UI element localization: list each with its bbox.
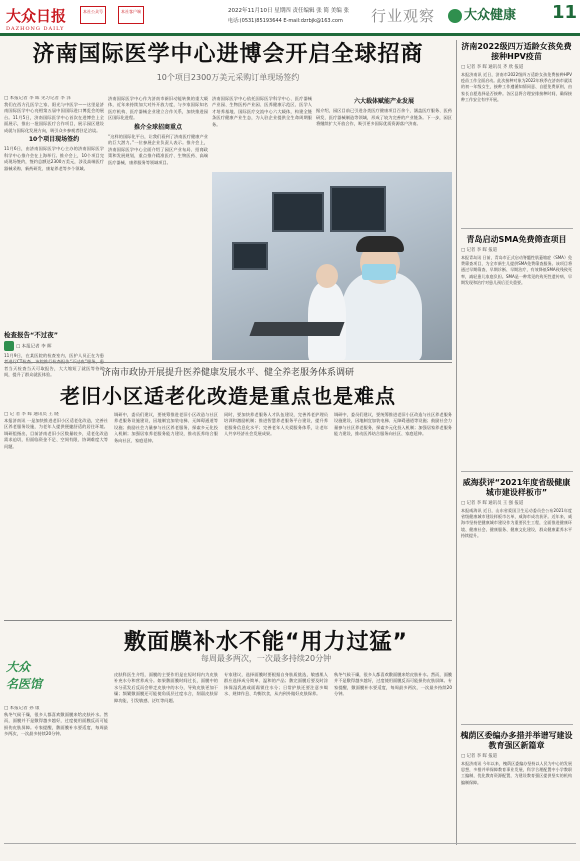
story-2-para-c: 同时，要加快养老服务人才队伍建设，完善养老护理员培训和激励机制；推进智慧养老服务平台建设，提升养老服务信息化水平；完善老年人关爱服务体系，让老年人共享经济社会发展成果。 (224, 412, 328, 437)
story-3-para-b-cont: 秋冬气候干燥，很多人都喜欢敷面膜来给皮肤补水。然而，面膜并不是敷得越多越好，过度使用面膜反而可能损伤皮肤屏障。专家提醒，敷面膜补水要适度，每周最多两次，一次最多持续20分钟。 (334, 672, 452, 697)
story-2-headline[interactable]: 老旧小区适老化改造是重点也是难点 (60, 384, 396, 408)
photo-note-byline (4, 341, 104, 351)
story-1-byline: □ 本报记者 李 晖 见习记者 李 泽 (4, 96, 71, 101)
qr-box-official-label: 本社公众号 (83, 9, 103, 14)
photo-note-title-text: 检查报告“不过夜” (4, 331, 59, 339)
story-3-para-b: 皮肤科医生介绍，面膜的主要作用是在短时间内为皮肤补充水分和营养成分。如果敷面膜时间过长，面膜中的水分蒸发后反而会带走皮肤中的水分，导致皮肤更加干燥；频繁敷面膜还可能使角质层过度水合，削弱皮肤屏障功能，引发敏感、泛红等问题。 (114, 672, 218, 703)
sidebar-item-3-text: 本报威海讯 近日，山东省爱国卫生运动委员会公布2021年度省级健康城市建设样板市名单，威海市成功获评。近年来，威海市坚持把健康城市建设作为重要民生工程，全面推进健康环境、健康社会、健康服务、健康文化建设，群众健康素养水平持续提升。 (461, 508, 572, 538)
story-1-subhead-c: 六大载体赋能产业发展 (353, 98, 414, 105)
sidebar-divider-3 (461, 724, 573, 725)
divider-2 (4, 620, 452, 621)
nurse-face (316, 264, 338, 288)
story-1-col-2 (108, 96, 208, 356)
sidebar-item-1-text: 本报济南讯 近日，济南市2022级四万适龄女孩免费接种HPV疫苗工作全面启动。此次接种对象为2022年秋季在济南市就读的初一年级女生，接种工作遵循知情同意、自愿免费原则，由家长自愿选择是否接种。各区县将合理安排接种时间，确保接种工作安全有序开展。 (461, 72, 572, 102)
section-name: 行业观察 (371, 7, 436, 25)
story-2-byline: □ 记 者 李 晖 通讯员 王 晓 (4, 412, 59, 417)
story-1-subhead-a: 10个项目现场签约 (28, 136, 80, 144)
sidebar-divider-2 (461, 471, 573, 472)
story-1-col-3 (212, 96, 312, 170)
qr-box-official[interactable] (80, 6, 106, 24)
story-3-col-2 (114, 672, 218, 840)
sidebar-item-2-byline: □ 记者 李 晖 报道 (461, 248, 498, 253)
nurse-figure (308, 282, 346, 360)
qr-box-app[interactable] (118, 6, 144, 24)
paper-logo[interactable] (6, 5, 66, 32)
sidebar-divider-1 (461, 228, 573, 229)
story-3-col-1 (4, 706, 108, 840)
sidebar-item-4-byline: □ 记者 李 晖 报道 (461, 754, 498, 759)
story-2-para-b: 调研中，委员们建议，要统筹推进老旧小区改造与社区养老服务设施建设，因地制宜加装电梯、无障碍通道等设施；鼓励社会力量参与社区养老服务，探索多元化投入机制；加强居家养老服务能力建设，推动医养结合服务向社区、家庭延伸。 (114, 412, 218, 443)
story-1-para-a: 我们在西方孔医学之家、阳光与中医学——这里是济南国际医学中心亮相第五届中国国际进口博览会的展台。11月5日，济南国际医学中心首次在进博会上全面展示，推出一批国际医疗合作项目，展示园区建设成就与国际化发展方向，吸引众多参观者驻足洽谈。 (4, 102, 104, 133)
sidebar-item-1-byline: □ 记者 李 晖 通讯员 齐 欣 报道 (461, 65, 524, 70)
story-2-col-1 (4, 412, 108, 617)
face-mask (362, 264, 396, 280)
story-1-col-1 (4, 96, 104, 328)
story-1-photo[interactable] (212, 172, 452, 360)
doctor-figure (342, 272, 422, 360)
photo-note-byline-text: □ 本报记者 李 晖 (16, 344, 52, 350)
story-1-para-d: “这样的国际化平台，让我们看到了济南医疗健康产业的巨大潜力。”一位参展企业负责人表示。推介会上，济南国际医学中心全面介绍了园区产业布局、招商政策和发展规划，重点推介精准医疗、生物医药、高端医疗器械、康养服务等领域项目。 (108, 134, 208, 165)
sidebar-item-2-text: 本报青岛讯 日前，青岛市正式启动脊髓性肌萎缩症（SMA）免费筛查项目，为全市新生儿提供SMA免费筛查服务。该项目将通过早期筛查、早期诊断、早期治疗，有效降低SMA致残致死率，减轻患儿家庭负担。SMA是一种常见的致死性遗传病，早期发现和治疗对患儿预后至关重要。 (461, 255, 572, 285)
story-2-col-4 (334, 412, 452, 617)
brand (448, 4, 516, 23)
sidebar-item-3-byline: □ 记者 李 晖 通讯员 王 强 报道 (461, 501, 524, 506)
clinic-logo[interactable] (6, 658, 70, 702)
story-2-kicker: 济南市政协开展提升医养健康发展水平、健全养老服务体系调研 (101, 368, 354, 378)
story-2-col-3 (224, 412, 328, 617)
camera-icon (4, 341, 14, 351)
sidebar-item-4-headline[interactable]: 槐荫区委编办多措并举谱写建设教育强区新篇章 (460, 731, 573, 750)
sidebar-item-4-text: 本报济南讯 今年以来，槐荫区委编办坚持以人民为中心的发展思想，多措并举保障教育事业发展，科学合理配置中小学教职工编制，优化教育资源配置，为建设教育强区提供坚实的机构编制保障。 (461, 761, 572, 785)
clinic-logo-a: 大众 (6, 660, 31, 674)
divider-1 (4, 362, 452, 363)
story-1-subhead-b: 推介全球招商重点 (133, 123, 182, 131)
issue-date: 2022年11月10日 星期四 责任编辑 张 简 美编 张 (228, 8, 349, 14)
footer-rule (4, 843, 576, 844)
story-1-para-c: 济南国际医学中心作为济南市新旧动能转换的重大载体，近年来持续加大对外开放力度，与多家国际知名医疗机构、医疗器械企业建立合作关系，加快推进园区国际化进程。 (108, 96, 208, 121)
story-3-byline: □ 本报记者 孙 康 (4, 706, 40, 711)
qr-box-app-label: 本社客户端 (121, 9, 141, 14)
sidebar (456, 40, 576, 845)
story-3-headline[interactable]: 敷面膜补水不能“用力过猛” (124, 630, 408, 655)
story-3-col-4 (334, 672, 452, 840)
brand-label: 大众健康 (464, 8, 517, 23)
contact-line: 电话:(0531)85193644 E-mail:dzrbjk@163.com (228, 18, 343, 24)
monitor-right (330, 186, 386, 232)
story-2-para-a: 本报济南讯 一是加快推进老旧小区适老化改造，完善社区养老服务设施，为老年人提供便捷舒适的居住环境。调研组指出，目前济南老旧小区数量较多，适老化改造需求迫切，但面临资金不足、空间有限、协调难度大等问题。 (4, 418, 108, 449)
story-3-para-a: 秋冬气候干燥，很多人都喜欢敷面膜来给皮肤补水。然而，面膜并不是敷得越多越好，过度使用面膜反而可能损伤皮肤屏障。专家提醒，敷面膜补水要适度，每周最多两次，一次最多持续20分钟。 (4, 712, 108, 737)
story-2-col-2 (114, 412, 218, 617)
masthead (0, 0, 580, 36)
story-1-para-b: 11月6日，由济南国际医学中心主办的济南国际医学科学中心推介会在上海举行。推介会上，10个项目完成现场签约，签约总额达2300万美元，涉及高端医疗器械采购、新药研发、康复养老等多个领域。 (4, 146, 104, 171)
story-3-subtitle: 每周最多两次，一次最多持续20分钟 (200, 654, 332, 663)
story-3-col-3 (224, 672, 328, 840)
paper-name: 大众日报 (6, 7, 67, 25)
story-1-para-f: 据介绍，园区目前已引进各类医疗健康项目百余个，涵盖医疗服务、医药研发、医疗器械制造等领域，形成了较为完善的产业链条。下一步，园区将继续扩大开放合作，吸引更多国际优质资源落户济南。 (316, 108, 452, 127)
story-1-headline[interactable]: 济南国际医学中心进博会开启全球招商 (32, 42, 424, 67)
sidebar-item-2-headline[interactable]: 青岛启动SMA免费筛查项目 (466, 235, 567, 244)
photo-note-text: 11月9日，在某医院的检查室内，医护人员正在为患 者当天检查当天可取报告，大大缩短了就医等待时间，提升了群众就医体验。 (4, 353, 104, 378)
page-number: 11 (552, 2, 574, 28)
story-1-subtitle: 10个项目2300万美元采购订单现场签约 (156, 73, 300, 82)
sidebar-item-1-headline[interactable]: 济南2022级四万适龄女孩免费接种HPV疫苗 (461, 42, 572, 61)
monitor-small (232, 242, 268, 270)
photo-note-title (4, 330, 104, 339)
story-1 (4, 40, 452, 83)
monitor-left (272, 192, 324, 232)
story-1-col-4 (316, 96, 452, 170)
keyboard (249, 322, 344, 336)
clinic-logo-b: 名医馆 (6, 677, 43, 691)
sidebar-item-3-headline[interactable]: 威海获评“2021年度省级健康城市建设样板市” (462, 478, 571, 497)
doctor-hair (356, 236, 404, 252)
paper-sub: DAZHONG DAILY (6, 26, 65, 32)
story-3-para-c: 专家建议，选择面膜时要根据自身肤质挑选，敏感肌人群应选择成分简单、温和的产品；敷完面膜后要及时涂抹保湿乳液或面霜锁住水分；日常护肤还要注意多喝水、规律作息、均衡饮食，从内到外做好皮肤保养。 (224, 672, 328, 697)
story-2-para-a-cont: 调研中，委员们建议，要统筹推进老旧小区改造与社区养老服务设施建设，因地制宜加装电梯、无障碍通道等设施；鼓励社会力量参与社区养老服务，探索多元化投入机制；加强居家养老服务能力建设，推动医养结合服务向社区、家庭延伸。 (334, 412, 452, 437)
leaf-icon (448, 9, 462, 23)
story-1-para-e: 济南国际医学中心依托国际医学科学中心、医疗器械产业园、生物医药产业园、医养健康示范区、医学人才培养基地、国际医疗交流中心六大载体，构建全链条医疗健康产业生态，为入驻企业提供全生命周期服务。 (212, 96, 312, 127)
